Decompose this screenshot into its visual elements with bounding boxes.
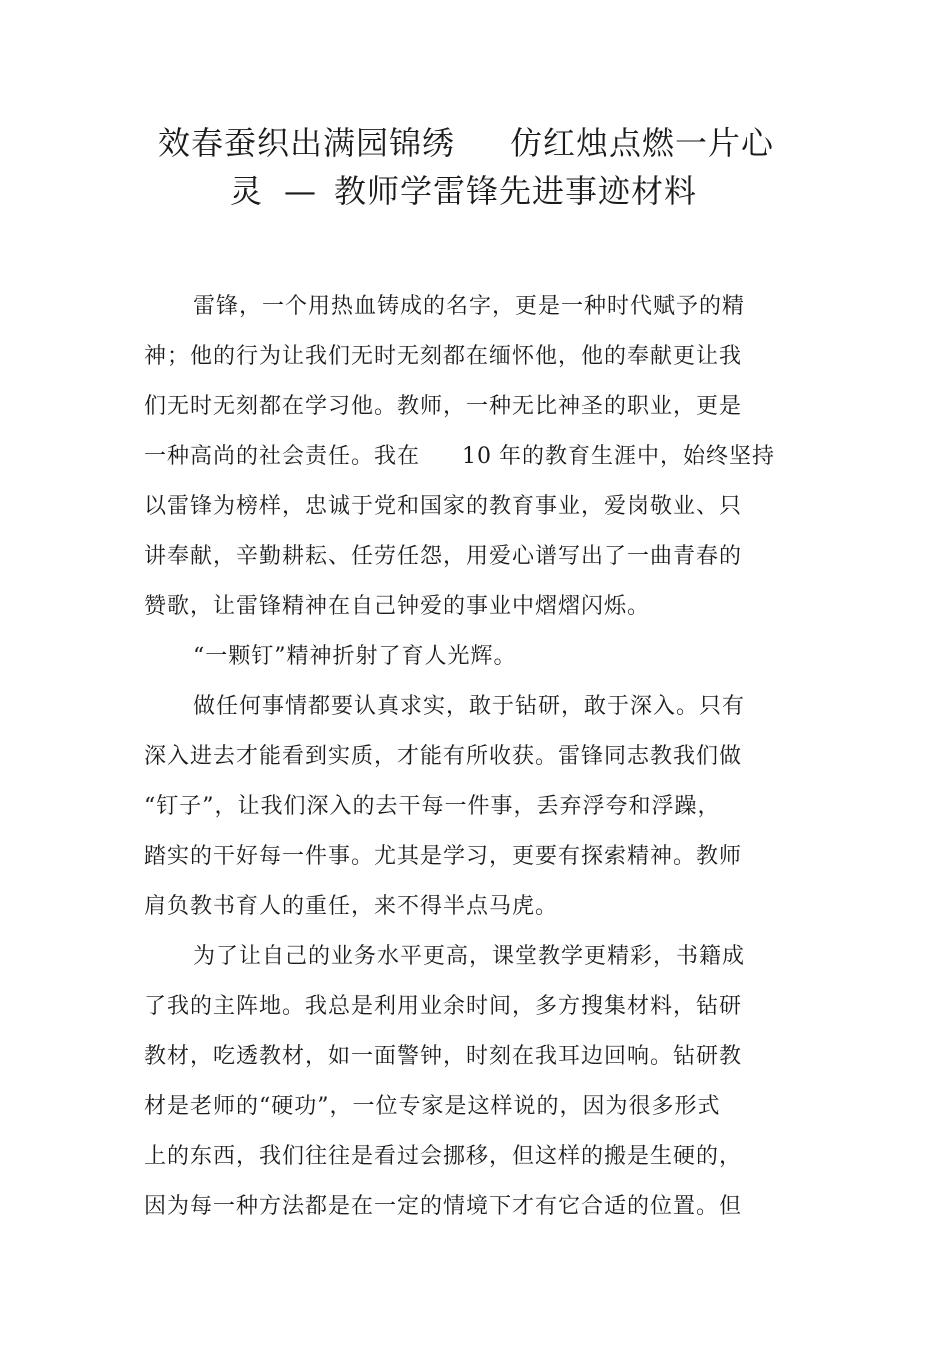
text-run: 们无时无刻都在学习他。教师，一种无比神圣的职业，更是 <box>144 394 743 419</box>
text-run: 教材，吃透教材，如一面警钟，时刻在我耳边回响。钻研教 <box>144 1044 743 1069</box>
title-part-1: 效春蚕织出满园锦绣 <box>158 124 456 162</box>
paragraph-line <box>0 1196 950 1262</box>
text-run: 为了让自己的业务水平更高，课堂教学更精彩，书籍成 <box>193 944 746 969</box>
text-run: 讲奉献，辛勤耕耘、任劳任怨，用爱心谱写出了一曲青春的 <box>144 544 743 569</box>
text-run: “钉子”，让我们深入的去干每一件事，丢弃浮夸和浮躁， <box>144 794 721 819</box>
title-part-4: 教师学雷锋先进事迹材料 <box>334 172 698 210</box>
text-run: 一种高尚的社会责任。我在 <box>144 444 421 469</box>
text-run: “一颗钉”精神折射了育人光辉。 <box>193 644 517 669</box>
text-run: 年的教育生涯中，始终坚持 <box>499 444 776 469</box>
text-run-number: 10 <box>462 444 492 469</box>
text-run: 材是老师的“硬功”，一位专家是这样说的，因为很多形式 <box>144 1094 721 1119</box>
text-run: 神；他的行为让我们无时无刻都在缅怀他，他的奉献更让我 <box>144 344 743 369</box>
text-run: 雷锋，一个用热血铸成的名字，更是一种时代赋予的精 <box>193 294 746 319</box>
text-run: 深入进去才能看到实质，才能有所收获。雷锋同志教我们做 <box>144 744 743 769</box>
text-run: 了我的主阵地。我总是利用业余时间，多方搜集材料，钻研 <box>144 994 743 1019</box>
title-part-2: 仿红烛点燃一片心 <box>510 124 775 162</box>
text-run: 因为每一种方法都是在一定的情境下才有它合适的位置。但 <box>144 1194 743 1219</box>
title-dash: — <box>284 172 317 210</box>
text-run: 踏实的干好每一件事。尤其是学习，更要有探索精神。教师 <box>144 844 743 869</box>
text-run: 以雷锋为榜样，忠诚于党和国家的教育事业，爱岗敬业、只 <box>144 494 743 519</box>
text-run: 上的东西，我们往往是看过会挪移，但这样的搬是生硬的， <box>144 1144 743 1169</box>
text-run: 肩负教书育人的重任，来不得半点马虎。 <box>144 894 559 919</box>
text-run: 做任何事情都要认真求实，敢于钻研，敢于深入。只有 <box>193 694 746 719</box>
text-run: 赞歌，让雷锋精神在自己钟爱的事业中熠熠闪烁。 <box>144 594 651 619</box>
title-part-3: 灵 <box>230 172 264 210</box>
